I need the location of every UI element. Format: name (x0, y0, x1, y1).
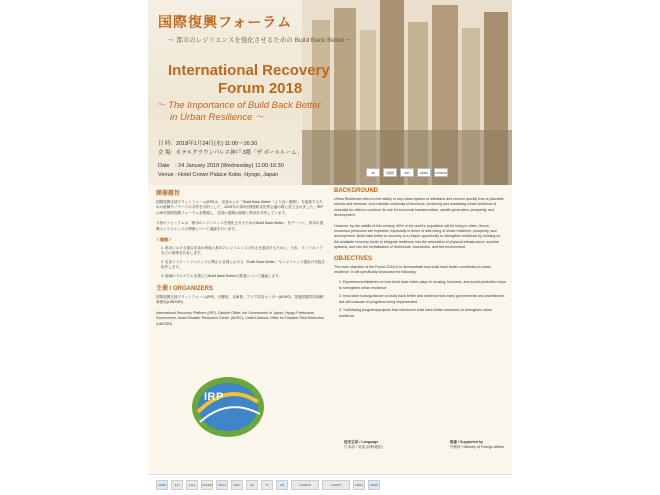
footer-logo-7: CH (246, 480, 258, 490)
title-japanese: 国際復興フォーラム (158, 14, 293, 30)
support-value: 外務省 / Ministry of Foreign Affairs (449, 445, 504, 449)
organizers-japanese: 国際復興支援プラットフォーム(IRP)、内閣府、兵庫県、アジア防災センター(ADRC)、国連国際防災戦略事務局(UNISDR) (156, 295, 324, 305)
footer-logo-8: IT (261, 480, 273, 490)
objective-item-2: 2. Innovative tools/guidance on build back better and evidence that many governments and practitioners are still unaware of programs being implemented. (339, 294, 505, 304)
forum-poster (148, 0, 512, 495)
language-value: 日本語 / 英語 (同時通訳) (344, 445, 383, 449)
purpose-paragraph-2: 今回のフォーラムは「都市のレジリエンスを強化させるためのBuild Back Better」をテーマに、都市の復興とレジリエンスの関係について議論を行います。 (156, 221, 324, 231)
subtitle-english (156, 100, 321, 124)
footer-logo-1: UNDP (156, 480, 168, 490)
event-venue-ja: 会 場：ホテルクラウンパレス神戸 3階「ザ ボールルーム」 (158, 149, 302, 156)
footer-logo-11: UNOPS (322, 480, 350, 490)
background-heading: BACKGROUND (334, 188, 378, 194)
organizers-english: International Recovery Platform (IRP), Cabinet Office, the Government of Japan, Hyogo Prefectural Government, Asian Disaster Reduction Center (ADRC), United Nations Office for Disaster Risk Reduction (UNISDR) (156, 310, 324, 326)
subtitle-japanese: ～ 都市のレジリエンスを強化させるための Build Back Better ～ (168, 37, 353, 44)
background-paragraph-2: However, by the middle of this century, 60% of the world's population will be living in cities. Hence, numerous pressures are expected, especially in terms of well-being of urban residents, prosperity, and development. Build back better in recovery is a unique opportunity to strengthen resilience by building on the available recovery funds to integrate resilience into the restoration of physical infrastructure, societal systems, and into the revitalization of livelihoods, economies, and the environment. (334, 223, 501, 250)
adrc-logo: ADRC (417, 168, 431, 177)
organizers-heading: 主催 / ORGANIZERS (156, 286, 214, 293)
city-skyline-image (302, 0, 512, 185)
title-english-line1: International Recovery (168, 62, 330, 79)
footer-logo-2: ILO (171, 480, 183, 490)
footer-logo-9: UN (276, 480, 288, 490)
agenda-subheading: ＜議題＞ (156, 237, 172, 243)
agenda-item-3: 3. 地域のプログラムを通じたBuild Back Betterの推進について議論します。 (161, 273, 283, 278)
footer-logo-5: WHO (216, 480, 228, 490)
poster-hero (148, 0, 512, 185)
cabinet-office-logo: 内閣府 (383, 168, 397, 177)
top-logo-row (366, 168, 448, 177)
footer-logo-13: UNDP (368, 480, 380, 490)
event-date-en: Date : 24 January 2018 (Wednesday) 11:00-16:30 (158, 163, 284, 169)
japan-flag-logo: JP (366, 168, 380, 177)
irp-small-logo: IRP (400, 168, 414, 177)
event-date-ja: 日 時：2018年1月24日(水) 11:00～16:30 (158, 141, 258, 147)
language-support-block (344, 440, 504, 450)
support-label: 後援 / Supported by (449, 440, 484, 444)
irp-logo-text: IRP (204, 391, 224, 403)
event-info-english (158, 162, 284, 179)
irp-globe-logo (188, 372, 268, 442)
agenda-item-2: 2. 災害リスク・レジリエンスに関わる各国における「Build Back Better」やレジリエンス強化の実践を紹介します。 (161, 259, 325, 270)
language-label: 使用言語 / Language (344, 440, 379, 444)
title-english-line2: Forum 2018 (218, 80, 303, 97)
left-column (156, 188, 326, 332)
footer-logo-4: UNCRD (201, 480, 213, 490)
footer-logo-10: UNISDR (291, 480, 319, 490)
footer-logo-3: JICA (186, 480, 198, 490)
objectives-heading: OBJECTIVES (334, 255, 373, 262)
agenda-item-1: 1. 都市における複合災害の脅威と都市のレジリエンスの向上を達成するために、日本、インドネシアなどの事例を共有します。 (161, 246, 323, 256)
event-venue-en: Venue : Hotel Crown Palace Kobe, Hyogo, Japan (158, 171, 279, 178)
purpose-paragraph-1: 国際復興支援プラットフォーム(IRP)は、災害からの「Build Back Better（より良い復興）」を促進するための経験やノウハウの共有を目的として、2005年の第2回国連防災世界会議の際に設立されました。IRPは毎年国際復興フォーラムを開催し、各国の復興の経験と教訓を共有しています。 (156, 200, 323, 215)
footer-logo-12: ADRC (353, 480, 365, 490)
subtitle-english-line1: ～ The Importance of Build Back Better (156, 100, 321, 111)
footer-logo-6: IFRC (231, 480, 243, 490)
subtitle-english-line2: in Urban Resilience ～ (170, 112, 265, 123)
objective-item-1: 1. Experiences/initiatives on how build back better plays in housing, business, and social protection helps to strengthen urban resilience. (339, 280, 507, 290)
background-paragraph-1: Urban Resilience refers to the ability of any urban system to withstand and recover quickly from a plausible shocks and stresses, and maintain continuity of functions. Achieving and sustaining urban resilience is essential for cities to continue its role for economic transformation, wealth generation, prosperity, and development. (334, 197, 504, 218)
unisdr-logo: UNISDR (434, 168, 448, 177)
purpose-heading: 開催趣旨 (156, 191, 181, 197)
right-column (334, 188, 506, 322)
event-info-japanese (158, 140, 302, 157)
objectives-paragraph: The main objective of the Forum 2018 is to demonstrate how build back better contributes to urban resilience. It will specifically showcase the following: (334, 264, 491, 275)
objective-item-3: 3. Trailblazing programs/projects that introduced build back better measures to strengthen urban resilience. (339, 308, 493, 318)
footer-logo-bar (148, 474, 512, 495)
